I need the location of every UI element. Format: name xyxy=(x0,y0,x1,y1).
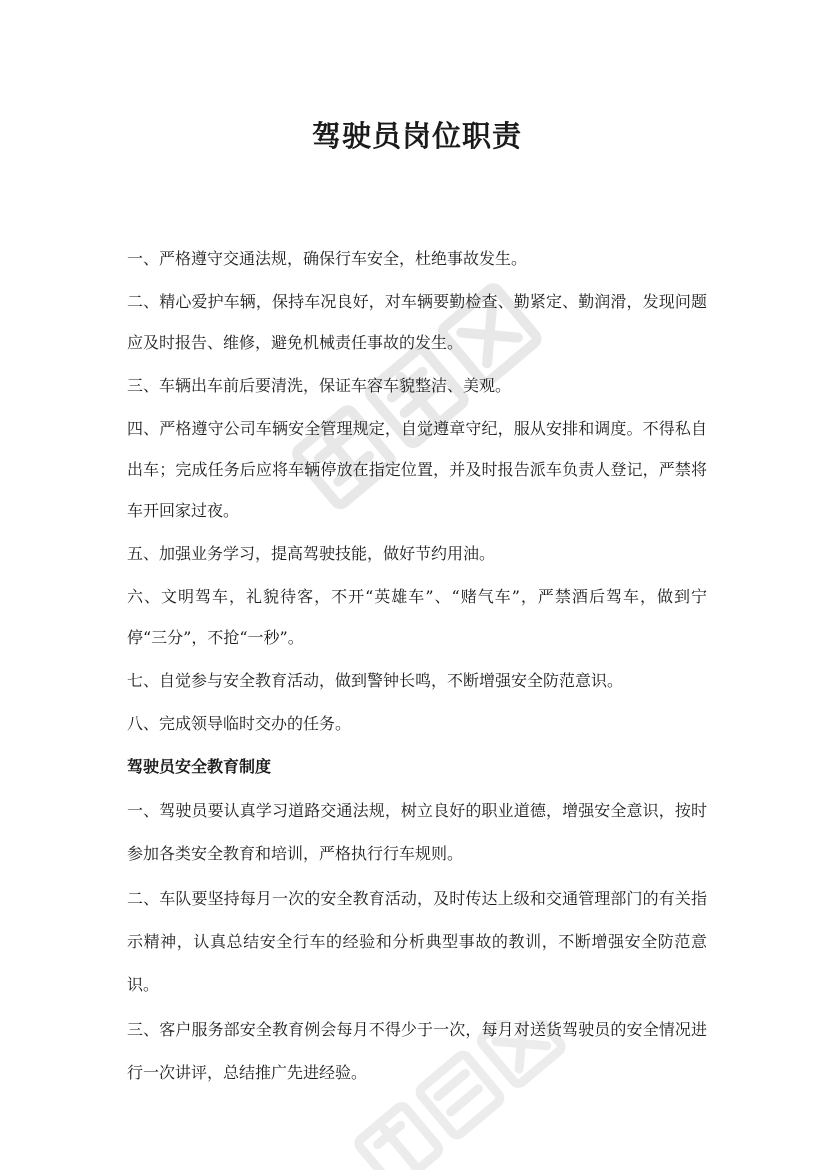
duties-list xyxy=(127,238,707,744)
duty-item-3: 三、车辆出车前后要清洗，保证车容车貌整洁、美观。 xyxy=(127,376,512,395)
document-body xyxy=(127,110,707,1096)
duty-item-6: 六、文明驾车，礼貌待客，不开“英雄车”、“赌气车”，严禁酒后驾车，做到宁停“三分”，不抢“一秒”。 xyxy=(127,587,707,647)
duty-item-1: 一、严格遵守交通法规，确保行车安全，杜绝事故发生。 xyxy=(127,249,528,268)
safety-rule-3: 三、客户服务部安全教育例会每月不得少于一次，每月对送货驾驶员的安全情况进行一次讲评，总结推广先进经验。 xyxy=(127,1020,707,1082)
duty-item-7: 七、自觉参与安全教育活动，做到警钟长鸣，不断增强安全防范意识。 xyxy=(127,671,624,690)
duty-item-2: 二、精心爱护车辆，保持车况良好，对车辆要勤检查、勤紧定、勤润滑，发现问题应及时报告、维修，避免机械责任事故的发生。 xyxy=(127,292,707,352)
duty-item-5: 五、加强业务学习，提高驾驶技能，做好节约用油。 xyxy=(127,544,496,563)
safety-section-heading: 驾驶员安全教育制度 xyxy=(127,757,272,776)
safety-rule-2: 二、车队要坚持每月一次的安全教育活动，及时传达上级和交通管理部门的有关指示精神，认真总结安全行车的经验和分析典型事故的教训，不断增强安全防范意识。 xyxy=(127,889,707,994)
duty-item-4: 四、严格遵守公司车辆安全管理规定，自觉遵章守纪，服从安排和调度。不得私自出车；完成任务后应将车辆停放在指定位置，并及时报告派车负责人登记，严禁将车开回家过夜。 xyxy=(127,419,707,520)
page-title: 驾驶员岗位职责 xyxy=(311,119,522,153)
duty-item-8: 八、完成领导临时交办的任务。 xyxy=(127,714,352,733)
safety-rules-list xyxy=(127,789,707,1094)
safety-rule-1: 一、驾驶员要认真学习道路交通法规，树立良好的职业道德，增强安全意识，按时参加各类安全教育和培训，严格执行行车规则。 xyxy=(127,801,707,863)
